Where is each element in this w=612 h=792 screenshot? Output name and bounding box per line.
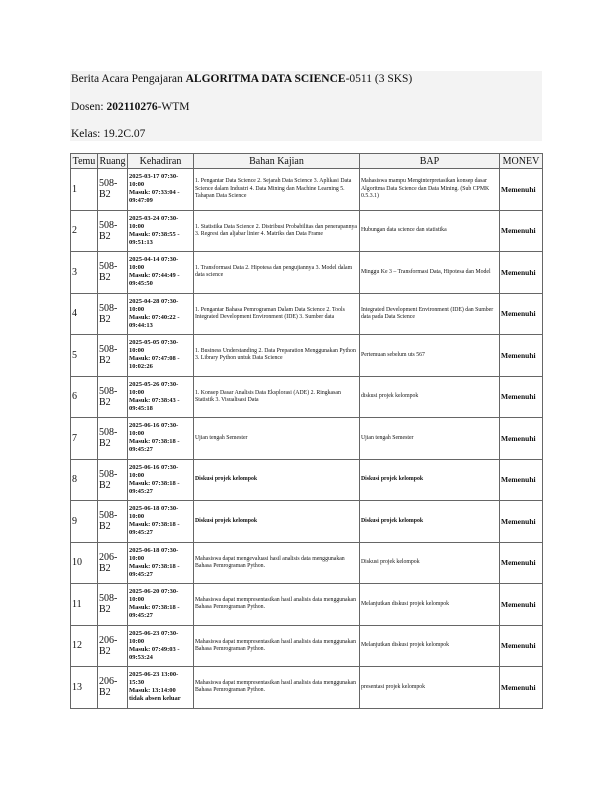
room-cell: 206-B2 — [98, 667, 128, 709]
attendance-cell — [128, 252, 194, 294]
bap-cell: presentasi projek kelompok — [360, 667, 500, 709]
table-row — [71, 169, 543, 211]
attendance-cell — [128, 584, 194, 626]
attendance-table — [70, 153, 543, 709]
monev-status: Memenuhi — [500, 625, 543, 667]
table-row — [71, 376, 543, 418]
meeting-number: 7 — [71, 418, 98, 460]
monev-status: Memenuhi — [500, 542, 543, 584]
meeting-number: 10 — [71, 542, 98, 584]
material-cell: Mahasiswa dapat mempresentasikan hasil analisis data menggunakan Bahasa Pemrograman Python. — [194, 667, 360, 709]
room-cell: 206-B2 — [98, 542, 128, 584]
meeting-number: 1 — [71, 169, 98, 211]
check-in-time: Masuk: 07:49:03 - 09:53:24 — [129, 645, 180, 661]
schedule-time: 2025-06-23 07:30-10:00 — [129, 629, 179, 645]
room-cell: 508-B2 — [98, 376, 128, 418]
room-cell: 508-B2 — [98, 501, 128, 543]
attendance-cell — [128, 169, 194, 211]
material-cell: Ujian tengah Semester — [194, 418, 360, 460]
room-cell: 508-B2 — [98, 584, 128, 626]
meeting-number: 4 — [71, 293, 98, 335]
check-in-time: Masuk: 07:47:08 - 10:02:26 — [129, 355, 180, 371]
table-row — [71, 293, 543, 335]
check-in-time: Masuk: 07:44:49 - 09:45:50 — [129, 272, 180, 288]
col-header-temu: Temu — [71, 154, 98, 169]
material-cell: Mahasiswa dapat mengevaluasi hasil analisis data menggunakan Bahasa Pemrograman Python. — [194, 542, 360, 584]
schedule-time: 2025-06-18 07:30-10:00 — [129, 546, 179, 562]
check-in-time: Masuk: 07:38:18 - 09:45:27 — [129, 521, 180, 537]
attendance-note: tidak absen keluar — [129, 695, 181, 703]
check-in-time: Masuk: 13:14:00 — [129, 687, 176, 695]
check-in-time: Masuk: 07:38:18 - 09:45:27 — [129, 604, 180, 620]
monev-status: Memenuhi — [500, 252, 543, 294]
meeting-number: 2 — [71, 210, 98, 252]
document-title — [71, 72, 412, 86]
table-row — [71, 335, 543, 377]
monev-status: Memenuhi — [500, 667, 543, 709]
material-cell: Mahasiswa dapat mempresentasikan hasil analisis data menggunakan Bahasa Pemrograman Python. — [194, 584, 360, 626]
meeting-number: 13 — [71, 667, 98, 709]
bap-cell: Diskusi projek kelompok — [360, 542, 500, 584]
table-header-row — [71, 154, 543, 169]
schedule-time: 2025-05-05 07:30-10:00 — [129, 339, 179, 355]
bap-cell: Integrated Development Environment (IDE) dan Sumber data pada Data Science — [360, 293, 500, 335]
material-cell: Diskusi projek kelompok — [194, 501, 360, 543]
schedule-time: 2025-04-28 07:30-10:00 — [129, 297, 179, 313]
table-row — [71, 210, 543, 252]
table-row — [71, 667, 543, 709]
meeting-number: 8 — [71, 459, 98, 501]
schedule-time: 2025-03-24 07:30-10:00 — [129, 214, 179, 230]
monev-status: Memenuhi — [500, 501, 543, 543]
attendance-cell — [128, 210, 194, 252]
attendance-cell — [128, 542, 194, 584]
check-in-time: Masuk: 07:38:18 - 09:45:27 — [129, 479, 180, 495]
material-cell: 1. Pengantar Data Science 2. Sejarah Data Science 3. Aplikasi Data Science dalam Industri 4. Data Mining dan Machine Learning 5. Tahapan Data Science — [194, 169, 360, 211]
meeting-number: 11 — [71, 584, 98, 626]
schedule-time: 2025-03-17 07:30-10:00 — [129, 173, 179, 189]
room-cell: 508-B2 — [98, 459, 128, 501]
check-in-time: Masuk: 07:38:43 - 09:45:18 — [129, 396, 180, 412]
attendance-cell — [128, 501, 194, 543]
monev-status: Memenuhi — [500, 376, 543, 418]
schedule-time: 2025-05-26 07:30-10:00 — [129, 380, 179, 396]
meeting-number: 3 — [71, 252, 98, 294]
meeting-number: 6 — [71, 376, 98, 418]
bap-cell: Diskusi projek kelompok — [360, 459, 500, 501]
table-row — [71, 459, 543, 501]
room-cell: 508-B2 — [98, 169, 128, 211]
course-code: -0511 (3 SKS) — [345, 73, 413, 85]
lecturer-code: -WTM — [157, 101, 190, 113]
monev-status: Memenuhi — [500, 210, 543, 252]
bap-cell: Melanjutkan diskusi projek kelompok — [360, 584, 500, 626]
table-row — [71, 625, 543, 667]
bap-cell: Pertemuan sebelum uts 567 — [360, 335, 500, 377]
room-cell: 508-B2 — [98, 210, 128, 252]
check-in-time: Masuk: 07:33:04 - 09:47:09 — [129, 189, 180, 205]
check-in-time: Masuk: 07:38:55 - 09:51:13 — [129, 230, 180, 246]
attendance-cell — [128, 667, 194, 709]
class-line: Kelas: 19.2C.07 — [71, 128, 146, 140]
table-row — [71, 584, 543, 626]
attendance-cell — [128, 459, 194, 501]
schedule-time: 2025-06-18 07:30-10:00 — [129, 505, 179, 521]
attendance-cell — [128, 625, 194, 667]
attendance-cell — [128, 335, 194, 377]
schedule-time: 2025-06-16 07:30-10:00 — [129, 463, 179, 479]
material-cell: 1. Konsep Dasar Analisis Data Eksplorasi (ADE) 2. Ringkasan Statistik 3. Visualisasi Data — [194, 376, 360, 418]
col-header-bap: BAP — [360, 154, 500, 169]
col-header-ruang: Ruang — [99, 155, 126, 167]
meeting-number: 5 — [71, 335, 98, 377]
bap-cell: Mahasiswa mampu Menginterpretasikan konsep dasar Algoritma Data Science dan Data Mining. (Sub CPMK 0.5.3.1) — [360, 169, 500, 211]
material-cell: 1. Statistika Data Science 2. Distribusi Probabilitas dan penerapannya 3. Regresi dan aljabar linier 4. Matriks dan Data Frame — [194, 210, 360, 252]
check-in-time: Masuk: 07:38:18 - 09:45:27 — [129, 438, 180, 454]
material-cell: 1. Business Understanding 2. Data Preparation Menggunakan Python 3. Library Python untuk Data Science — [194, 335, 360, 377]
bap-cell: Melanjutkan diskusi projek kelompok — [360, 625, 500, 667]
lecturer-line — [71, 100, 190, 114]
check-in-time: Masuk: 07:38:18 - 09:45:27 — [129, 562, 180, 578]
bap-cell: diskusi projek kelompok — [360, 376, 500, 418]
schedule-time: 2025-06-20 07:30-10:00 — [129, 588, 179, 604]
lecturer-label: Dosen: — [71, 101, 107, 113]
schedule-time: 2025-06-23 13:00-15:30 — [129, 671, 179, 687]
attendance-cell — [128, 418, 194, 460]
monev-status: Memenuhi — [500, 459, 543, 501]
course-name: ALGORITMA DATA SCIENCE — [185, 73, 346, 85]
monev-status: Memenuhi — [500, 584, 543, 626]
table-row — [71, 418, 543, 460]
room-cell: 206-B2 — [98, 625, 128, 667]
monev-status: Memenuhi — [500, 418, 543, 460]
bap-cell: Diskusi projek kelompok — [360, 501, 500, 543]
meeting-number: 9 — [71, 501, 98, 543]
bap-cell: Ujian tengah Semester — [360, 418, 500, 460]
room-cell: 508-B2 — [98, 418, 128, 460]
bap-cell: Hubungan data science dan statistika — [360, 210, 500, 252]
attendance-cell — [128, 376, 194, 418]
schedule-time: 2025-06-16 07:30-10:00 — [129, 422, 179, 438]
col-header-bahan-kajian: Bahan Kajian — [194, 154, 360, 169]
meeting-number: 12 — [71, 625, 98, 667]
material-cell: 1. Pengantar Bahasa Pemrograman Dalam Data Science 2. Tools Integrated Development Environment (IDE) 3. Sumber data — [194, 293, 360, 335]
lecturer-id: 202110276 — [106, 101, 158, 113]
col-header-monev: MONEV — [500, 154, 543, 169]
room-cell: 508-B2 — [98, 252, 128, 294]
check-in-time: Masuk: 07:40:22 - 09:44:13 — [129, 313, 180, 329]
material-cell: 1. Transformasi Data 2. Hipotesa dan pengujiannya 3. Model dalam data science — [194, 252, 360, 294]
monev-status: Memenuhi — [500, 293, 543, 335]
monev-status: Memenuhi — [500, 335, 543, 377]
room-cell: 508-B2 — [98, 293, 128, 335]
title-prefix: Berita Acara Pengajaran — [71, 73, 186, 85]
table-row — [71, 542, 543, 584]
table-row — [71, 501, 543, 543]
table-row — [71, 252, 543, 294]
material-cell: Mahasiswa dapat mempresentasikan hasil analisis data menggunakan Bahasa Pemrograman Python. — [194, 625, 360, 667]
bap-cell: Minggu Ke 3 – Transformasi Data, Hipotesa dan Model — [360, 252, 500, 294]
room-cell: 508-B2 — [98, 335, 128, 377]
schedule-time: 2025-04-14 07:30-10:00 — [129, 256, 179, 272]
col-header-kehadiran: Kehadiran — [128, 154, 194, 169]
material-cell: Diskusi projek kelompok — [194, 459, 360, 501]
attendance-cell — [128, 293, 194, 335]
monev-status: Memenuhi — [500, 169, 543, 211]
